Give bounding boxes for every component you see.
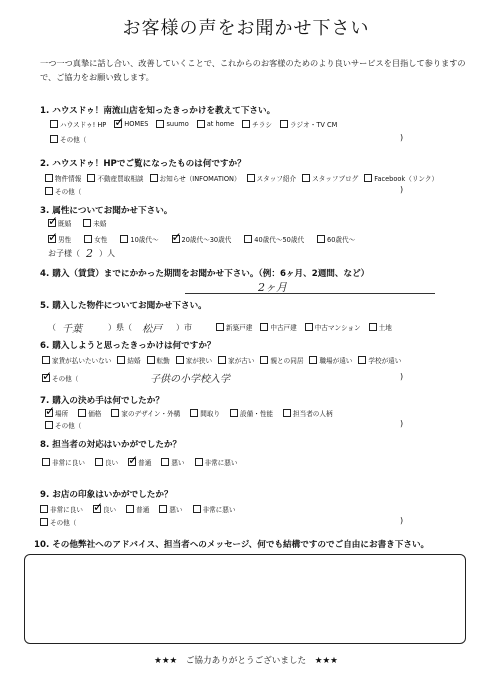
checkbox-option[interactable] bbox=[280, 119, 337, 129]
prefecture-suffix: ）県（ bbox=[108, 323, 132, 332]
checkbox-label: 設備・性能 bbox=[240, 410, 274, 418]
checkbox-option[interactable] bbox=[156, 119, 188, 129]
q5-types bbox=[216, 322, 392, 332]
q2-options bbox=[45, 173, 438, 183]
checkbox[interactable] bbox=[369, 323, 377, 331]
checkbox-option[interactable] bbox=[283, 408, 333, 418]
q6-label: 6. 購入しようと思ったきっかけは何ですか？ bbox=[40, 341, 216, 351]
checkbox-label: 既婚 bbox=[58, 220, 72, 228]
checkbox-option[interactable] bbox=[42, 355, 111, 365]
checkbox-label: スタッフ紹介 bbox=[256, 175, 297, 183]
checkbox[interactable] bbox=[45, 409, 53, 417]
children-value[interactable]: 2 bbox=[86, 247, 93, 260]
checkbox[interactable] bbox=[247, 174, 255, 182]
city-value[interactable]: 松戸 bbox=[142, 324, 162, 335]
checkbox-label: 結婚 bbox=[127, 357, 141, 365]
checkbox-label: 家が古い bbox=[228, 357, 255, 365]
q2-other-label: その他（ bbox=[55, 188, 82, 196]
checkbox-label: 物件情報 bbox=[55, 175, 82, 183]
checkbox-label: 女性 bbox=[94, 236, 108, 244]
checkbox-option[interactable] bbox=[93, 504, 116, 514]
checkbox-option[interactable] bbox=[45, 173, 81, 183]
checkbox-label: 非常に良い bbox=[50, 506, 83, 514]
checkbox-option[interactable] bbox=[305, 322, 361, 332]
checkbox[interactable] bbox=[93, 505, 101, 513]
q4-label: 4. 購入（賃貸）までにかかった期間をお聞かせ下さい。（例：6ヶ月、2週間、など） bbox=[40, 269, 370, 279]
checkbox-label: 場所 bbox=[55, 410, 69, 418]
checkbox[interactable] bbox=[150, 174, 158, 182]
checkbox-label: 担当者の人柄 bbox=[293, 410, 333, 418]
checkbox[interactable] bbox=[195, 458, 203, 466]
checkbox-option[interactable] bbox=[364, 173, 438, 183]
q1-label: 1. ハウスドゥ！南流山店を知ったきっかけを教えて下さい。 bbox=[40, 106, 276, 116]
city-suffix: ）市 bbox=[176, 323, 192, 332]
checkbox-option[interactable] bbox=[128, 457, 151, 467]
checkbox-label: 良い bbox=[102, 506, 117, 514]
checkbox-label: ラジオ・TV CM bbox=[289, 121, 338, 129]
checkbox-option[interactable] bbox=[190, 408, 220, 418]
checkbox-label: 間取り bbox=[200, 410, 221, 418]
message-box[interactable] bbox=[24, 554, 466, 644]
checkbox-option[interactable] bbox=[193, 504, 236, 514]
checkbox-option[interactable] bbox=[95, 457, 118, 467]
checkbox[interactable] bbox=[358, 356, 366, 364]
checkbox[interactable] bbox=[87, 174, 95, 182]
checkbox-label: 中古マンション bbox=[314, 324, 361, 332]
checkbox-option[interactable] bbox=[48, 218, 71, 228]
checkbox-label: 不動産買取相談 bbox=[97, 175, 144, 183]
checkbox-label: 土地 bbox=[378, 324, 392, 332]
checkbox-label: 良い bbox=[104, 459, 119, 467]
q7-other-label: その他（ bbox=[55, 422, 82, 430]
checkbox-option[interactable] bbox=[302, 173, 358, 183]
checkbox[interactable] bbox=[260, 323, 268, 331]
checkbox-label: 新築戸建 bbox=[226, 324, 253, 332]
checkbox-label: 男性 bbox=[58, 236, 72, 244]
checkbox-option[interactable] bbox=[172, 234, 232, 244]
checkbox[interactable] bbox=[244, 235, 252, 243]
q7-other[interactable] bbox=[45, 420, 81, 430]
q3-label: 3. 属性についてお聞かせ下さい。 bbox=[40, 206, 173, 216]
checkbox[interactable] bbox=[40, 518, 48, 526]
checkbox-label: Facebook（リンク） bbox=[374, 175, 439, 183]
checkbox[interactable] bbox=[40, 505, 48, 513]
checkbox-option[interactable] bbox=[117, 355, 140, 365]
close-paren: ) bbox=[400, 372, 404, 381]
checkbox-label: 中古戸建 bbox=[270, 324, 297, 332]
checkbox-label: 非常に悪い bbox=[204, 459, 238, 467]
checkbox[interactable] bbox=[280, 120, 288, 128]
checkbox-label: 非常に良い bbox=[52, 459, 85, 467]
close-paren: ) bbox=[400, 516, 404, 525]
checkbox-option[interactable] bbox=[195, 457, 238, 467]
q7-options bbox=[45, 408, 333, 418]
checkbox-label: 価格 bbox=[88, 410, 102, 418]
q6-other[interactable] bbox=[42, 373, 78, 383]
checkbox-label: 転勤 bbox=[156, 357, 170, 365]
q9-other-label: その他（ bbox=[50, 519, 77, 527]
intro-text: 一つ一つ真摯に話し合い、改善していくことで、これからのお客様のためのより良いサービスを目指して参りますので、ご協力をお願い致します。 bbox=[40, 58, 466, 82]
checkbox-option[interactable] bbox=[40, 504, 83, 514]
checkbox[interactable] bbox=[83, 219, 91, 227]
q4-answer[interactable]: 2ヶ月 bbox=[258, 281, 287, 294]
checkbox[interactable] bbox=[302, 174, 310, 182]
q5-label: 5. 購入した物件についてお聞かせ下さい。 bbox=[40, 301, 207, 311]
checkbox-label: お知らせ（INFOMATION） bbox=[159, 175, 241, 183]
page-title: お客様の声をお聞かせ下さい bbox=[122, 18, 370, 39]
q9-other[interactable] bbox=[40, 517, 76, 527]
checkbox-option[interactable] bbox=[87, 173, 143, 183]
checkbox-option[interactable] bbox=[111, 408, 180, 418]
checkbox[interactable] bbox=[161, 458, 169, 466]
close-paren: ) bbox=[400, 419, 404, 428]
checkbox-option[interactable] bbox=[150, 173, 241, 183]
children-suffix: ）人 bbox=[99, 249, 115, 258]
checkbox[interactable] bbox=[156, 120, 164, 128]
checkbox[interactable] bbox=[120, 235, 128, 243]
answer-underline bbox=[185, 293, 435, 294]
checkbox-label: 悪い bbox=[169, 506, 183, 514]
checkbox[interactable] bbox=[176, 356, 184, 364]
checkbox-label: 家賃が払いたいない bbox=[52, 357, 112, 365]
checkbox[interactable] bbox=[48, 219, 56, 227]
checkbox-option[interactable] bbox=[159, 504, 182, 514]
checkbox-label: チラシ bbox=[252, 121, 272, 129]
checkbox-option[interactable] bbox=[369, 322, 392, 332]
checkbox[interactable] bbox=[364, 174, 372, 182]
checkbox-option[interactable] bbox=[120, 234, 158, 244]
q3-gender-age bbox=[48, 234, 355, 244]
q2-other[interactable] bbox=[45, 186, 81, 196]
close-paren: ) bbox=[400, 185, 404, 194]
checkbox-label: 40歳代〜50歳代 bbox=[254, 236, 305, 244]
checkbox-label: 普通 bbox=[136, 506, 150, 514]
checkbox[interactable] bbox=[84, 235, 92, 243]
checkbox[interactable] bbox=[114, 120, 122, 128]
checkbox-option[interactable] bbox=[230, 408, 273, 418]
close-paren: ) bbox=[400, 133, 404, 142]
checkbox[interactable] bbox=[172, 235, 180, 243]
checkbox[interactable] bbox=[147, 356, 155, 364]
q6-other-answer[interactable]: 子供の小学校入学 bbox=[150, 374, 230, 385]
checkbox[interactable] bbox=[45, 174, 53, 182]
q7-label: 7. 購入の決め手は何でしたか？ bbox=[40, 396, 164, 406]
checkbox-option[interactable] bbox=[260, 355, 303, 365]
q3-marital bbox=[48, 218, 106, 228]
checkbox[interactable] bbox=[45, 187, 53, 195]
q6-other-label: その他（ bbox=[52, 375, 79, 383]
checkbox-label: suumo bbox=[166, 120, 189, 128]
checkbox[interactable] bbox=[45, 421, 53, 429]
checkbox-option[interactable] bbox=[309, 355, 352, 365]
checkbox-label: スタッフブログ bbox=[312, 175, 359, 183]
checkbox-option[interactable] bbox=[197, 119, 234, 129]
checkbox-label: 悪い bbox=[171, 459, 185, 467]
checkbox-label: 60歳代〜 bbox=[327, 236, 356, 244]
q1-options bbox=[50, 119, 337, 129]
checkbox-option[interactable] bbox=[317, 234, 355, 244]
checkbox[interactable] bbox=[111, 409, 119, 417]
checkbox[interactable] bbox=[42, 356, 50, 364]
checkbox[interactable] bbox=[95, 458, 103, 466]
checkbox-option[interactable] bbox=[50, 119, 106, 129]
checkbox-label: 家が狭い bbox=[185, 357, 213, 365]
checkbox-label: 20歳代〜30歳代 bbox=[181, 236, 232, 244]
checkbox-option[interactable] bbox=[147, 355, 170, 365]
q9-label: 9. お店の印象はいかがでしたか？ bbox=[40, 490, 173, 500]
checkbox[interactable] bbox=[197, 120, 205, 128]
checkbox[interactable] bbox=[48, 235, 56, 243]
q9-options bbox=[40, 504, 236, 514]
checkbox[interactable] bbox=[216, 323, 224, 331]
checkbox-option[interactable] bbox=[84, 234, 107, 244]
q8-label: 8. 担当者の対応はいかがでしたか？ bbox=[40, 440, 182, 450]
prefecture-value[interactable]: 千葉 bbox=[62, 324, 82, 335]
checkbox-option[interactable] bbox=[247, 173, 297, 183]
q10-label: 10. その他弊社へのアドバイス、担当者へのメッセージ、何でも結構ですのでご自由にお書き下さい。 bbox=[34, 540, 430, 550]
checkbox[interactable] bbox=[50, 120, 58, 128]
checkbox-label: ハウスドゥ! HP bbox=[60, 121, 107, 129]
checkbox-option[interactable] bbox=[45, 408, 68, 418]
checkbox[interactable] bbox=[117, 356, 125, 364]
checkbox-option[interactable] bbox=[218, 355, 254, 365]
q3-children bbox=[48, 247, 115, 260]
checkbox[interactable] bbox=[242, 120, 250, 128]
checkbox-option[interactable] bbox=[126, 504, 149, 514]
q1-other-label: その他（ bbox=[60, 136, 87, 144]
checkbox-label: 家のデザイン・外構 bbox=[121, 410, 181, 418]
q5-location bbox=[48, 320, 192, 335]
checkbox-label: 非常に悪い bbox=[202, 506, 236, 514]
checkbox[interactable] bbox=[126, 505, 134, 513]
checkbox-option[interactable] bbox=[114, 119, 148, 129]
checkbox-label: 未婚 bbox=[93, 220, 107, 228]
checkbox[interactable] bbox=[78, 409, 86, 417]
checkbox[interactable] bbox=[260, 356, 268, 364]
checkbox[interactable] bbox=[283, 409, 291, 417]
checkbox-label: 学校が遠い bbox=[368, 357, 402, 365]
checkbox-option[interactable] bbox=[242, 119, 272, 129]
checkbox-label: HOMES bbox=[124, 120, 149, 128]
checkbox-label: 親との同居 bbox=[270, 357, 304, 365]
checkbox-option[interactable] bbox=[244, 234, 304, 244]
checkbox[interactable] bbox=[50, 135, 58, 143]
checkbox-label: at home bbox=[206, 120, 235, 128]
q8-options bbox=[42, 457, 238, 467]
checkbox-label: 職場が遠い bbox=[319, 357, 353, 365]
checkbox-option[interactable] bbox=[42, 457, 85, 467]
q6-options bbox=[42, 355, 401, 365]
checkbox[interactable] bbox=[190, 409, 198, 417]
checkbox[interactable] bbox=[42, 458, 50, 466]
checkbox-option[interactable] bbox=[48, 234, 71, 244]
open-paren: （ bbox=[48, 323, 56, 332]
checkbox-option[interactable] bbox=[176, 355, 212, 365]
checkbox[interactable] bbox=[305, 323, 313, 331]
checkbox[interactable] bbox=[42, 374, 50, 382]
children-prefix: お子様（ bbox=[48, 249, 80, 258]
checkbox[interactable] bbox=[128, 458, 136, 466]
checkbox-label: 10歳代〜 bbox=[130, 236, 159, 244]
checkbox-option[interactable] bbox=[260, 322, 296, 332]
checkbox-option[interactable] bbox=[78, 408, 101, 418]
thank-you-footer: ★★★ ご協力ありがとうございました ★★★ bbox=[154, 656, 338, 666]
checkbox[interactable] bbox=[159, 505, 167, 513]
checkbox[interactable] bbox=[309, 356, 317, 364]
checkbox-option[interactable] bbox=[83, 218, 106, 228]
checkbox-option[interactable] bbox=[358, 355, 401, 365]
checkbox[interactable] bbox=[193, 505, 201, 513]
checkbox-label: 普通 bbox=[138, 459, 152, 467]
checkbox[interactable] bbox=[317, 235, 325, 243]
checkbox-option[interactable] bbox=[216, 322, 252, 332]
q2-label: 2. ハウスドゥ！HPでご覧になったものは何ですか？ bbox=[40, 159, 246, 169]
q1-other[interactable] bbox=[50, 134, 86, 144]
checkbox[interactable] bbox=[230, 409, 238, 417]
checkbox[interactable] bbox=[218, 356, 226, 364]
checkbox-option[interactable] bbox=[161, 457, 184, 467]
